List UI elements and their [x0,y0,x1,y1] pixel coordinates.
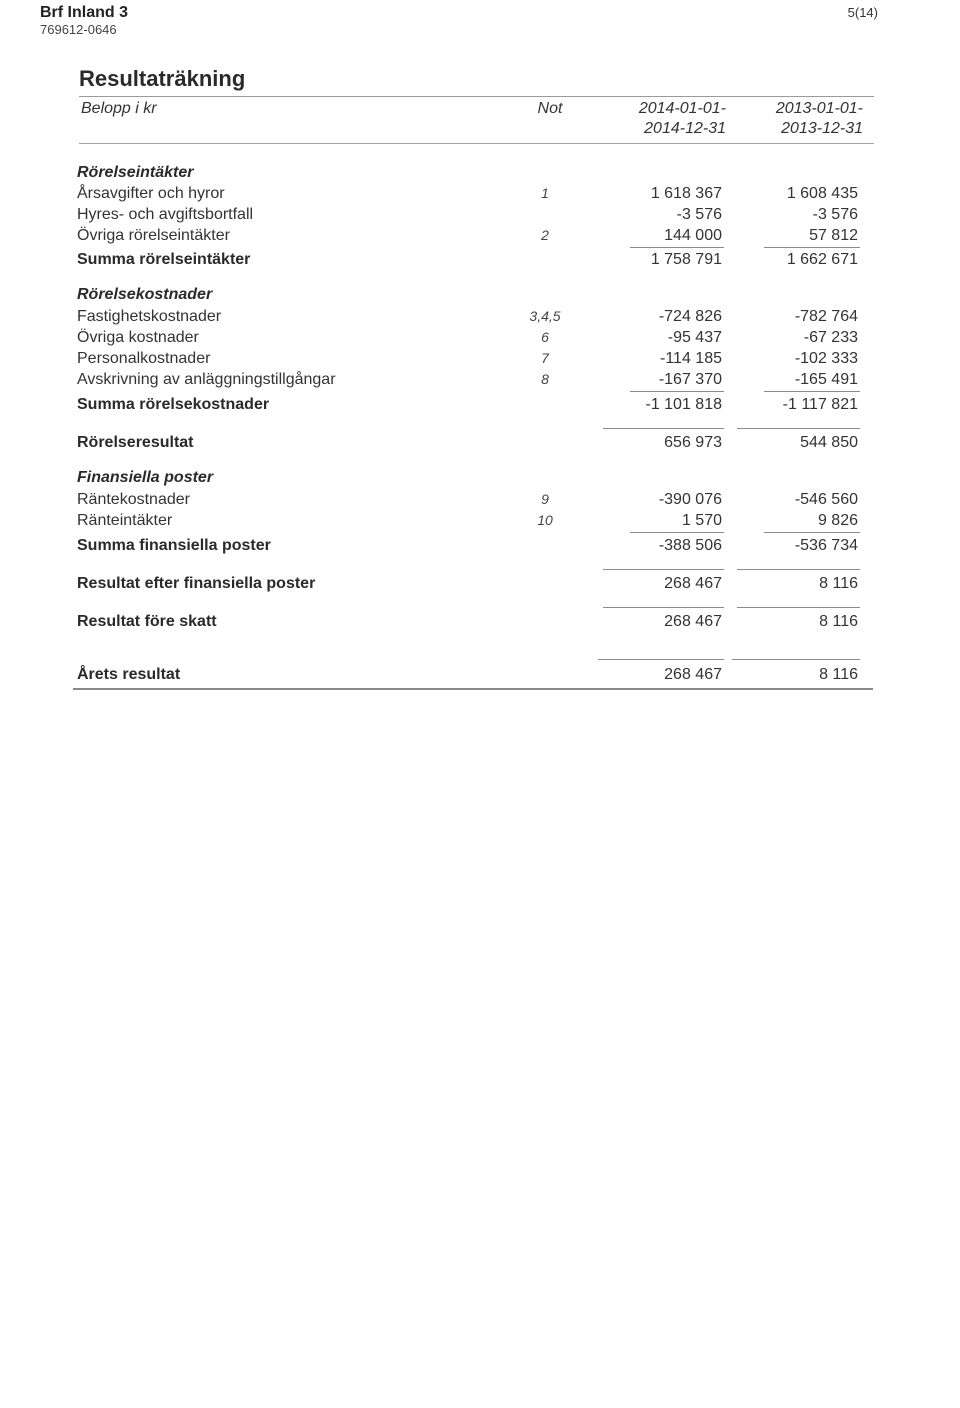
row-label: Fastighetskostnader [77,308,222,325]
row-value-current: 268 467 [664,575,722,592]
title-divider [79,96,874,97]
row-value-current: -724 826 [658,308,722,325]
period-line: 2013-01-01- [775,100,863,117]
table-row-net-result [0,664,960,685]
sum-rule-previous [764,532,860,533]
row-value-current: -95 437 [667,329,722,346]
sum-rule-current [630,391,724,392]
page-title: Resultaträkning [79,66,246,91]
row-value-current: 144 000 [664,227,722,244]
table-row [0,348,960,369]
table-row [0,183,960,204]
row-value-previous: 57 812 [809,227,858,244]
row-label: Årsavgifter och hyror [77,185,225,202]
table-row-operating-income-heading [0,162,960,183]
row-value-previous: 9 826 [817,512,858,529]
table-row-result-after-financial-items [0,573,960,594]
row-value-current: 268 467 [664,613,722,630]
row-note: 7 [541,350,549,366]
row-value-current: -114 185 [660,350,722,367]
row-label: Personalkostnader [77,350,211,367]
row-value-previous: 8 116 [819,575,858,592]
organization-name: Brf Inland 3 [40,4,129,21]
row-value-current: -1 101 818 [645,396,722,413]
row-label: Finansiella poster [77,469,214,486]
row-value-previous: -782 764 [794,308,858,325]
row-label: Avskrivning av anläggningstillgångar [77,371,336,388]
header-divider [79,143,874,144]
row-value-previous: 8 116 [819,613,858,630]
row-note: 1 [541,185,549,201]
row-value-previous: 1 662 671 [786,251,858,268]
table-row-financial-items-heading [0,467,960,488]
row-value-previous: 1 608 435 [786,185,858,202]
row-value-previous: -1 117 821 [782,396,858,413]
sum-rule-current [630,532,724,533]
row-value-previous: -546 560 [794,491,858,508]
sum-rule-current [598,659,724,660]
row-value-previous: -102 333 [794,350,858,367]
row-value-current: -167 370 [658,371,722,388]
row-label: Summa rörelseintäkter [77,251,251,268]
table-row [0,369,960,390]
organization-number: 769612-0646 [40,22,117,37]
row-note: 6 [541,329,549,345]
sum-rule-previous [737,428,860,429]
table-row-result-before-tax [0,611,960,632]
row-label: Hyres- och avgiftsbortfall [77,206,254,223]
row-label: Rörelseintäkter [77,164,194,181]
row-label: Summa finansiella poster [77,537,271,554]
sum-rule-previous [764,247,860,248]
sum-rule-previous [737,569,860,570]
sum-rule-current [603,428,724,429]
amount-unit-header: Belopp i kr [81,100,157,117]
row-value-previous: 8 116 [819,666,858,683]
row-note: 3,4,5 [529,308,561,324]
row-label: Summa rörelsekostnader [77,396,270,413]
row-value-previous: -3 576 [812,206,858,223]
row-note: 9 [541,491,549,507]
row-note: 2 [541,227,549,243]
note-column-header: Not [537,100,563,117]
row-label: Rörelsekostnader [77,286,213,303]
row-value-current: 268 467 [664,666,722,683]
row-value-previous: -536 734 [794,537,858,554]
table-row [0,204,960,225]
table-row [0,327,960,348]
row-label: Övriga rörelseintäkter [77,227,230,244]
row-value-current: 656 973 [664,434,722,451]
row-label: Resultat före skatt [77,613,217,630]
table-row-sum-financial-items [0,535,960,556]
table-row [0,510,960,531]
bottom-divider [73,688,873,690]
sum-rule-previous [737,607,860,608]
row-value-current: 1 618 367 [650,185,722,202]
table-row-sum-operating-costs [0,394,960,415]
row-label: Rörelseresultat [77,434,194,451]
previous-period-header [713,99,863,139]
sum-rule-previous [764,391,860,392]
page-number: 5(14) [847,5,878,20]
table-row-operating-result [0,432,960,453]
sum-rule-current [603,569,724,570]
row-note: 8 [541,371,549,387]
row-value-current: -3 576 [676,206,722,223]
row-value-previous: -165 491 [794,371,858,388]
row-value-current: 1 758 791 [650,251,722,268]
current-period-header [576,99,726,139]
row-label: Ränteintäkter [77,512,173,529]
row-label: Övriga kostnader [77,329,199,346]
table-row [0,306,960,327]
table-row-operating-costs-heading [0,284,960,305]
row-label: Resultat efter finansiella poster [77,575,316,592]
period-line: 2014-12-31 [644,120,726,137]
table-row [0,225,960,246]
row-value-previous: -67 233 [803,329,858,346]
row-value-current: -388 506 [658,537,722,554]
sum-rule-previous [732,659,860,660]
row-value-current: -390 076 [658,491,722,508]
table-row [0,489,960,510]
table-row-sum-operating-income [0,249,960,270]
sum-rule-current [630,247,724,248]
sum-rule-current [603,607,724,608]
row-label: Räntekostnader [77,491,190,508]
period-line: 2013-12-31 [781,120,863,137]
row-value-previous: 544 850 [800,434,858,451]
row-label: Årets resultat [77,666,181,683]
row-note: 10 [537,512,553,528]
row-value-current: 1 570 [681,512,722,529]
period-line: 2014-01-01- [638,100,726,117]
